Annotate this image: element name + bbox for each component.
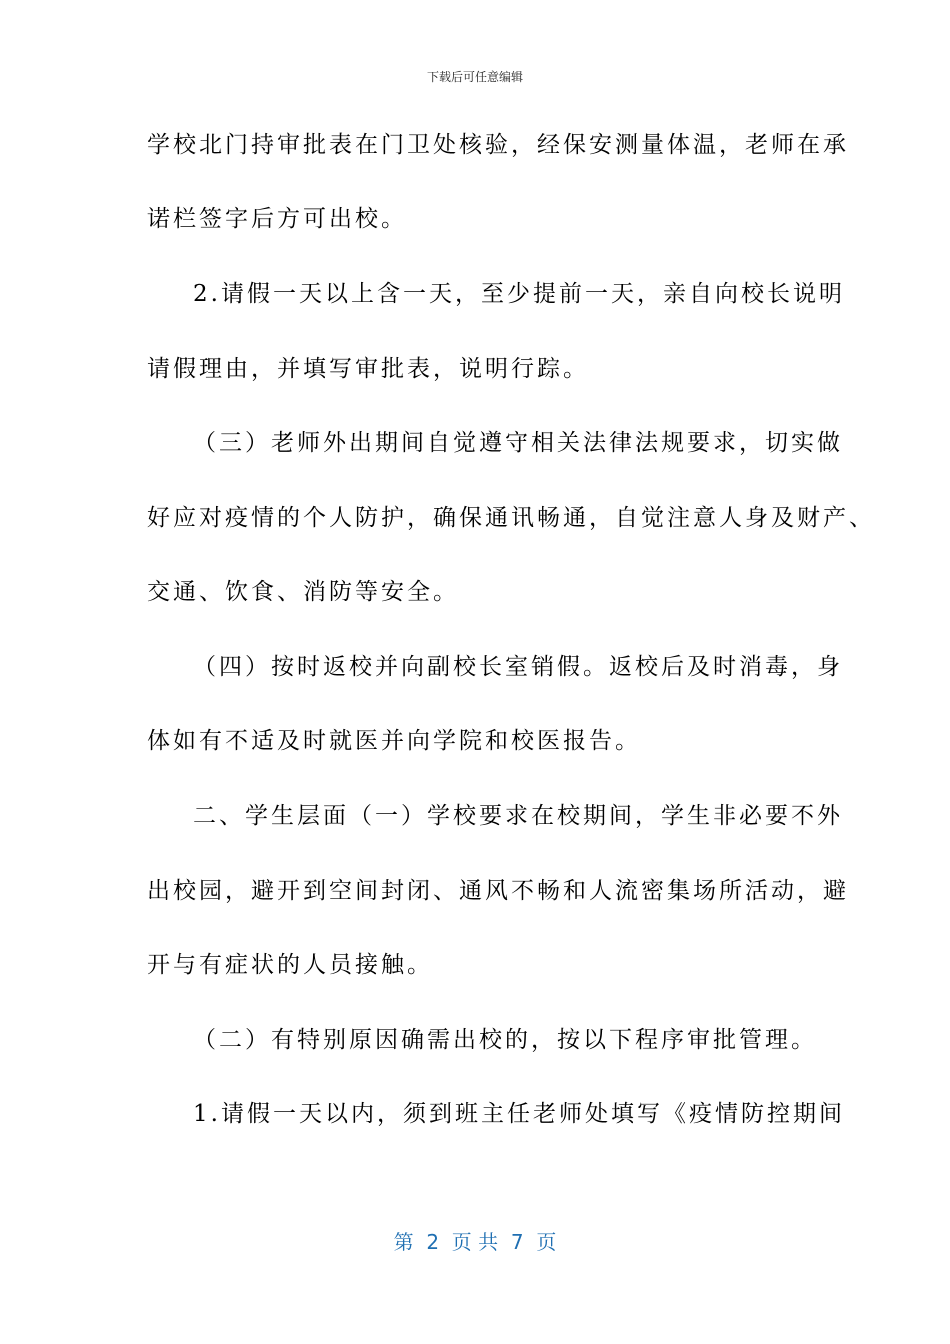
- page-number-footer: 第 2 页 共 7 页: [393, 1230, 557, 1254]
- paragraph-line: 1.请假一天以内，须到班主任老师处填写《疫情防控期间: [193, 1101, 845, 1127]
- paragraph-line: 二、学生层面（一）学校要求在校期间，学生非必要不外: [193, 803, 843, 829]
- paragraph-line: （二）有特别原因确需出校的，按以下程序审批管理。: [193, 1027, 817, 1053]
- paragraph-line: 出校园，避开到空间封闭、通风不畅和人流密集场所活动，避: [147, 878, 849, 904]
- paragraph-line: 2.请假一天以上含一天，至少提前一天，亲自向校长说明: [193, 281, 845, 307]
- paragraph-line: 学校北门持审批表在门卫处核验，经保安测量体温，老师在承: [147, 132, 849, 158]
- paragraph-line: 请假理由，并填写审批表，说明行踪。: [147, 356, 589, 382]
- paragraph-line: 交通、饮食、消防等安全。: [147, 579, 459, 605]
- paragraph-line: （三）老师外出期间自觉遵守相关法律法规要求，切实做: [193, 430, 843, 456]
- paragraph-line: 好应对疫情的个人防护，确保通讯畅通，自觉注意人身及财产、: [147, 505, 875, 531]
- paragraph-line: 体如有不适及时就医并向学院和校医报告。: [147, 728, 641, 754]
- paragraph-line: 开与有症状的人员接触。: [147, 952, 433, 978]
- paragraph-line: 诺栏签字后方可出校。: [147, 206, 407, 232]
- paragraph-line: （四）按时返校并向副校长室销假。返校后及时消毒，身: [193, 654, 843, 680]
- page-header-note: 下载后可任意编辑: [426, 70, 523, 84]
